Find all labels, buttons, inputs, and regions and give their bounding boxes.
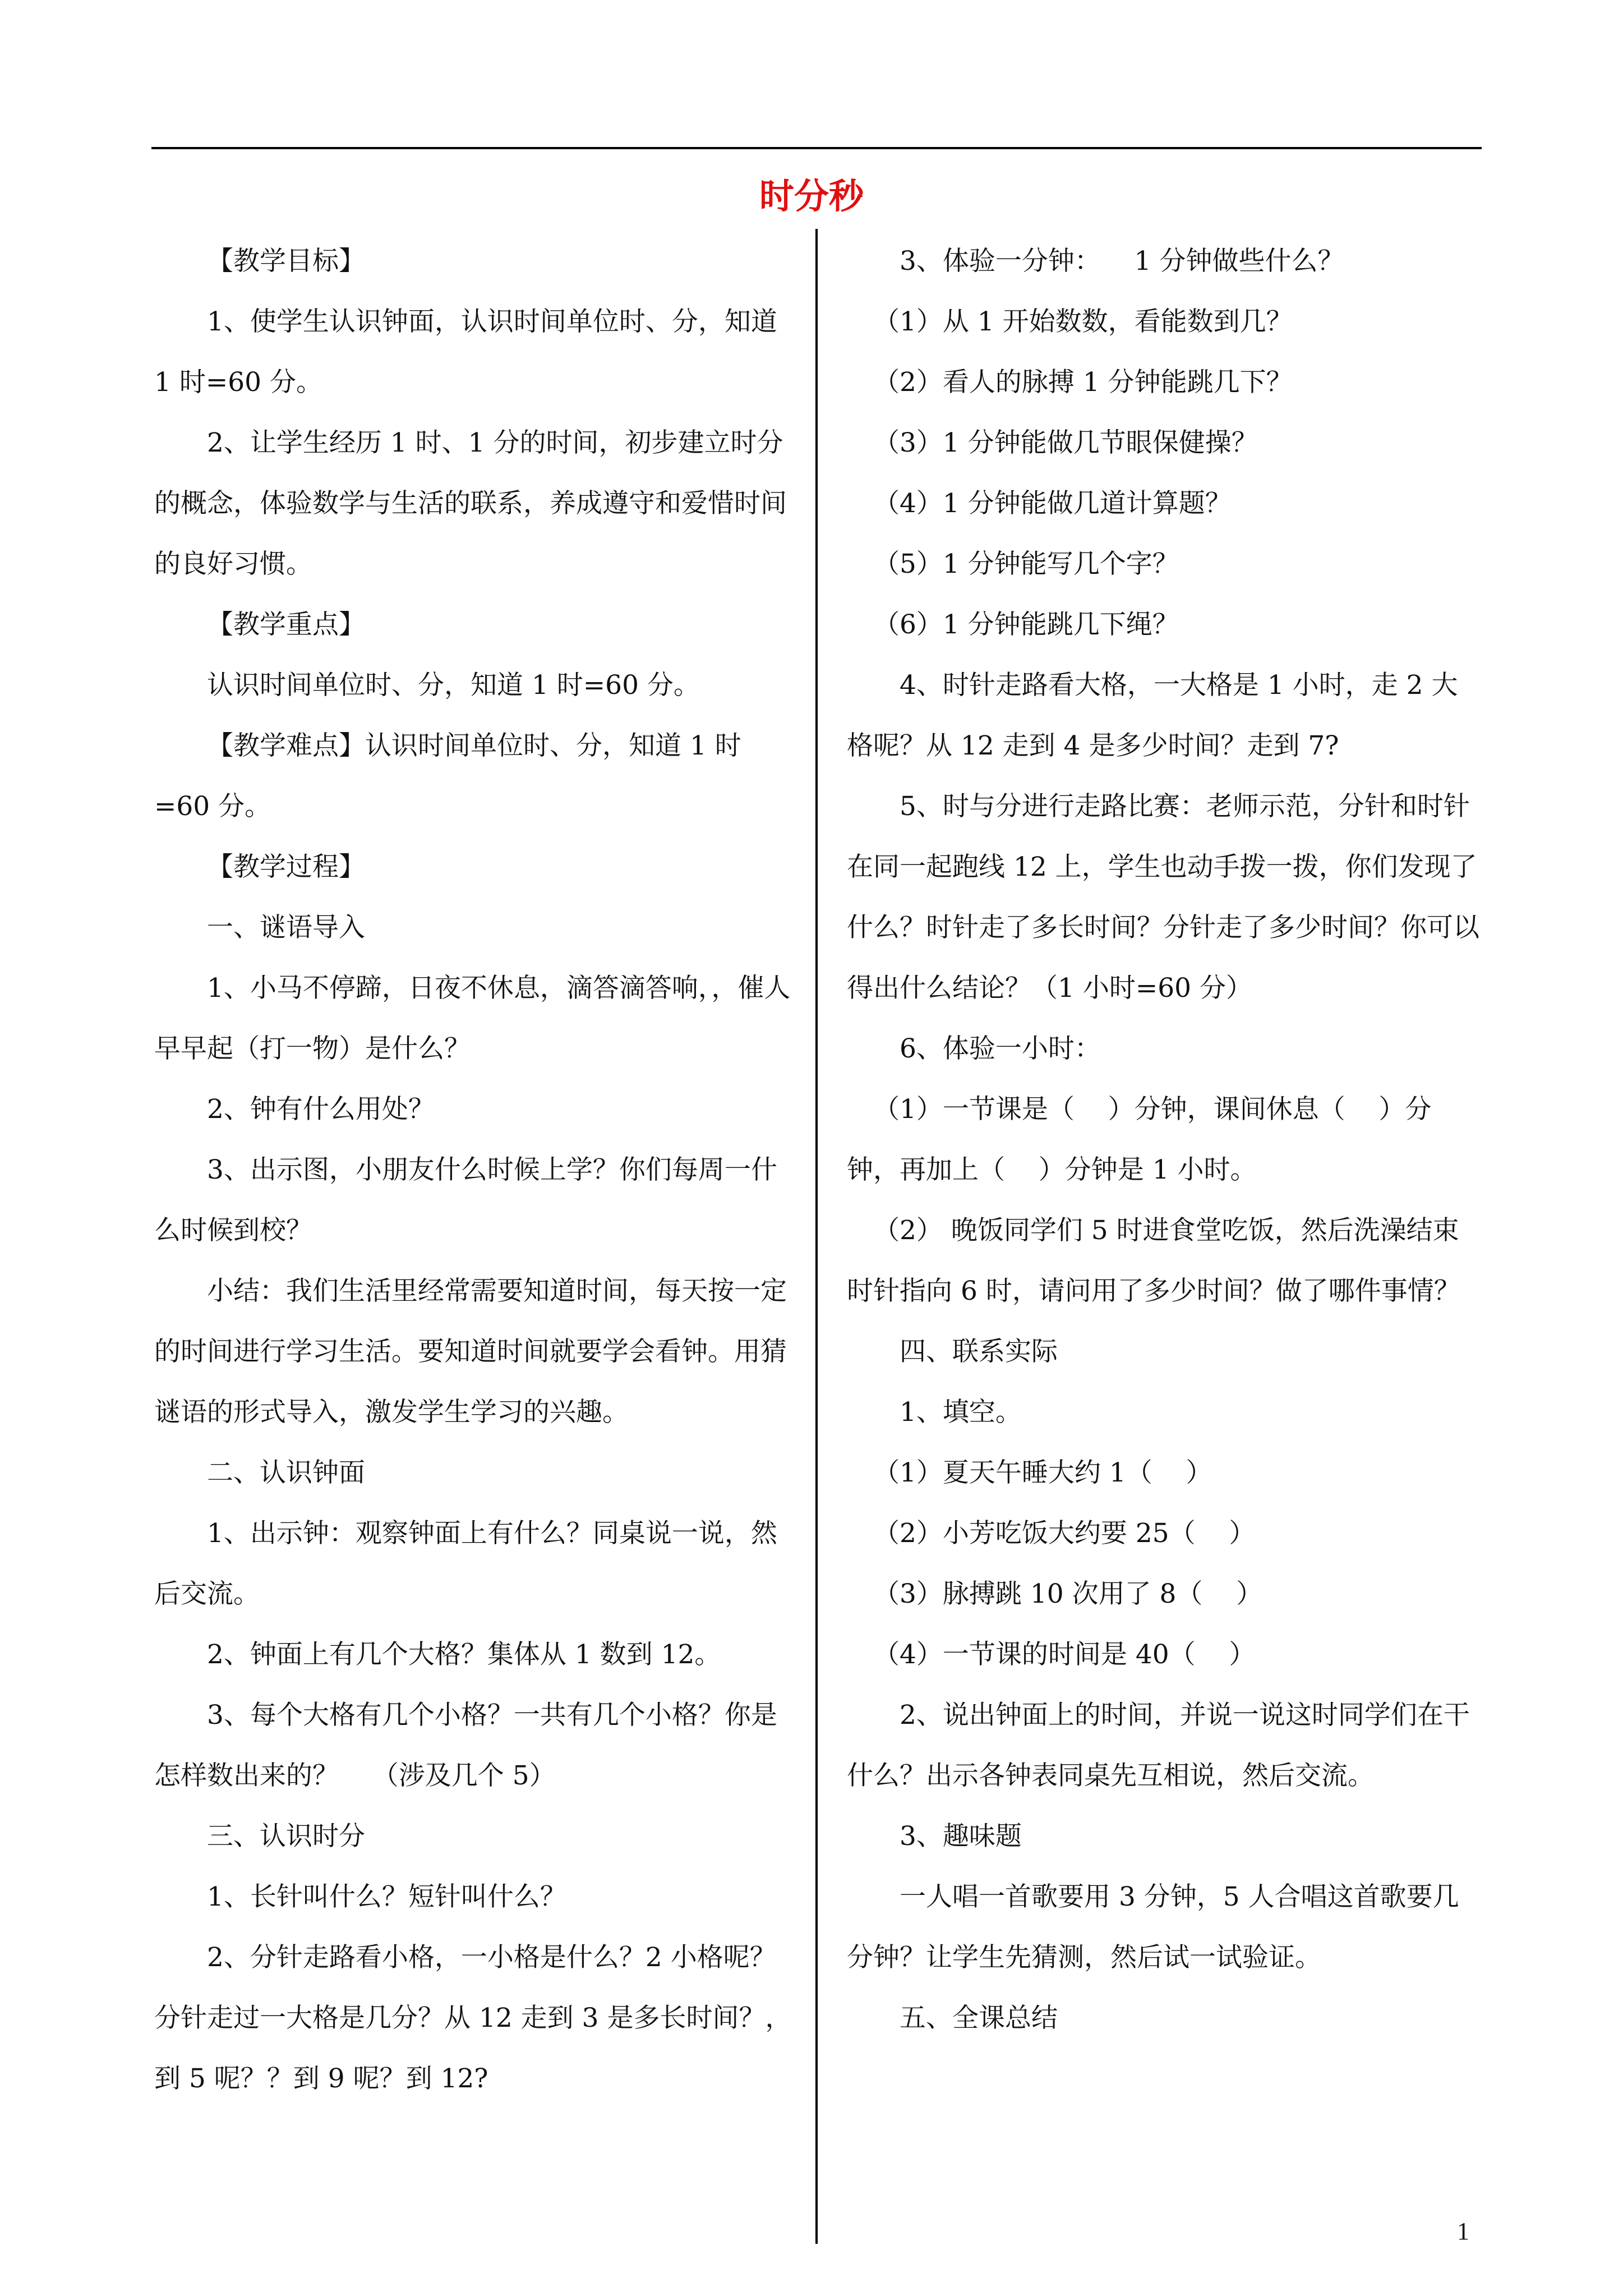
paragraph: 3、每个大格有几个小格？一共有几个小格？你是怎样数出来的？ （涉及几个 5） (154, 1700, 777, 1791)
paragraph: （2）看人的脉搏 1 分钟能跳几下？ (873, 367, 1293, 398)
page-number: 1 (1457, 2217, 1469, 2245)
paragraph: （1）夏天午睡大约 1（ ） (873, 1457, 1212, 1488)
paragraph: 【教学难点】认识时间单位时、分，知道 1 时=60 分。 (154, 730, 741, 822)
paragraph: 2、钟有什么用处？ (207, 1094, 435, 1125)
paragraph: （2） 晚饭同学们 5 时进食堂吃饭，然后洗澡结束时针指向 6 时，请问用了多少时间？做了哪件事情？ (847, 1215, 1460, 1306)
paragraph: （6）1 分钟能跳几下绳？ (873, 609, 1179, 640)
paragraph: 【教学目标】 (207, 246, 365, 277)
paragraph: （5）1 分钟能写几个字？ (873, 549, 1179, 579)
paragraph: 1、使学生认识钟面，认识时间单位时、分，知道 1 时=60 分。 (154, 306, 786, 398)
paragraph: （4）一节课的时间是 40（ ） (873, 1639, 1256, 1670)
page-title: 时分秒 (759, 176, 864, 217)
paragraph: 五、全课总结 (900, 2003, 1058, 2033)
paragraph: 一人唱一首歌要用 3 分钟，5 人合唱这首歌要几分钟？让学生先猜测，然后试一试验证。 (847, 1881, 1459, 1973)
paragraph: 4、时针走路看大格，一大格是 1 小时，走 2 大格呢？从 12 走到 4 是多少时间？走到 7? (847, 670, 1458, 761)
paragraph: 认识时间单位时、分，知道 1 时=60 分。 (207, 670, 700, 701)
column-divider (815, 229, 818, 2244)
paragraph: 小结：我们生活里经常需要知道时间，每天按一定的时间进行学习生活。要知道时间就要学会看钟。用猜谜语的形式导入，激发学生学习的兴趣。 (154, 1276, 787, 1428)
header-rule (151, 147, 1482, 149)
paragraph: 3、出示图，小朋友什么时候上学？你们每周一什么时候到校？ (154, 1154, 777, 1246)
paragraph: 【教学重点】 (207, 609, 365, 640)
paragraph: 2、分针走路看小格，一小格是什么？2 小格呢？分针走过一大格是几分？从 12 走到 3 是多长时间？，到 5 呢？？到 9 呢？到 12? (154, 1942, 792, 2094)
right-column (847, 231, 1481, 2049)
paragraph: 一、谜语导入 (207, 912, 365, 943)
paragraph: 5、时与分进行走路比赛：老师示范，分针和时针在同一起跑线 12 上，学生也动手拨一拨，你们发现了什么？时针走了多长时间？分针走了多少时间？你可以得出什么结论？（1 小时=60 分） (847, 791, 1479, 1004)
paragraph: （3）脉搏跳 10 次用了 8（ ） (873, 1579, 1263, 1609)
paragraph: 三、认识时分 (207, 1821, 365, 1852)
paragraph: （2）小芳吃饭大约要 25（ ） (873, 1518, 1256, 1549)
paragraph: 3、体验一分钟： 1 分钟做些什么？ (900, 246, 1344, 277)
paragraph: 1、填空。 (900, 1397, 1022, 1428)
paragraph: 二、认识钟面 (207, 1457, 365, 1488)
paragraph: 3、趣味题 (900, 1821, 1022, 1852)
paragraph: （1）从 1 开始数数，看能数到几？ (873, 306, 1293, 337)
paragraph: 6、体验一小时： (900, 1033, 1101, 1064)
paragraph: 2、钟面上有几个大格？集体从 1 数到 12。 (207, 1639, 721, 1670)
paragraph: （3）1 分钟能做几节眼保健操？ (873, 427, 1258, 458)
paragraph: （1）一节课是（ ）分钟，课间休息（ ）分钟，再加上（ ）分钟是 1 小时。 (847, 1094, 1432, 1185)
paragraph: 2、让学生经历 1 时、1 分的时间，初步建立时分的概念，体验数学与生活的联系，养成遵守和爱惜时间的良好习惯。 (154, 427, 787, 579)
paragraph: 1、长针叫什么？短针叫什么？ (207, 1881, 566, 1912)
paragraph: 2、说出钟面上的时间，并说一说这时同学们在干什么？出示各钟表同桌先互相说，然后交流。 (847, 1700, 1470, 1791)
left-column (154, 231, 794, 2109)
paragraph: 1、小马不停蹄，日夜不休息，滴答滴答响，，催人早早起（打一物）是什么？ (154, 973, 791, 1064)
paragraph: 1、出示钟：观察钟面上有什么？同桌说一说，然后交流。 (154, 1518, 777, 1609)
paragraph: 【教学过程】 (207, 852, 365, 882)
paragraph: 四、联系实际 (900, 1336, 1058, 1367)
paragraph: （4）1 分钟能做几道计算题？ (873, 488, 1232, 519)
